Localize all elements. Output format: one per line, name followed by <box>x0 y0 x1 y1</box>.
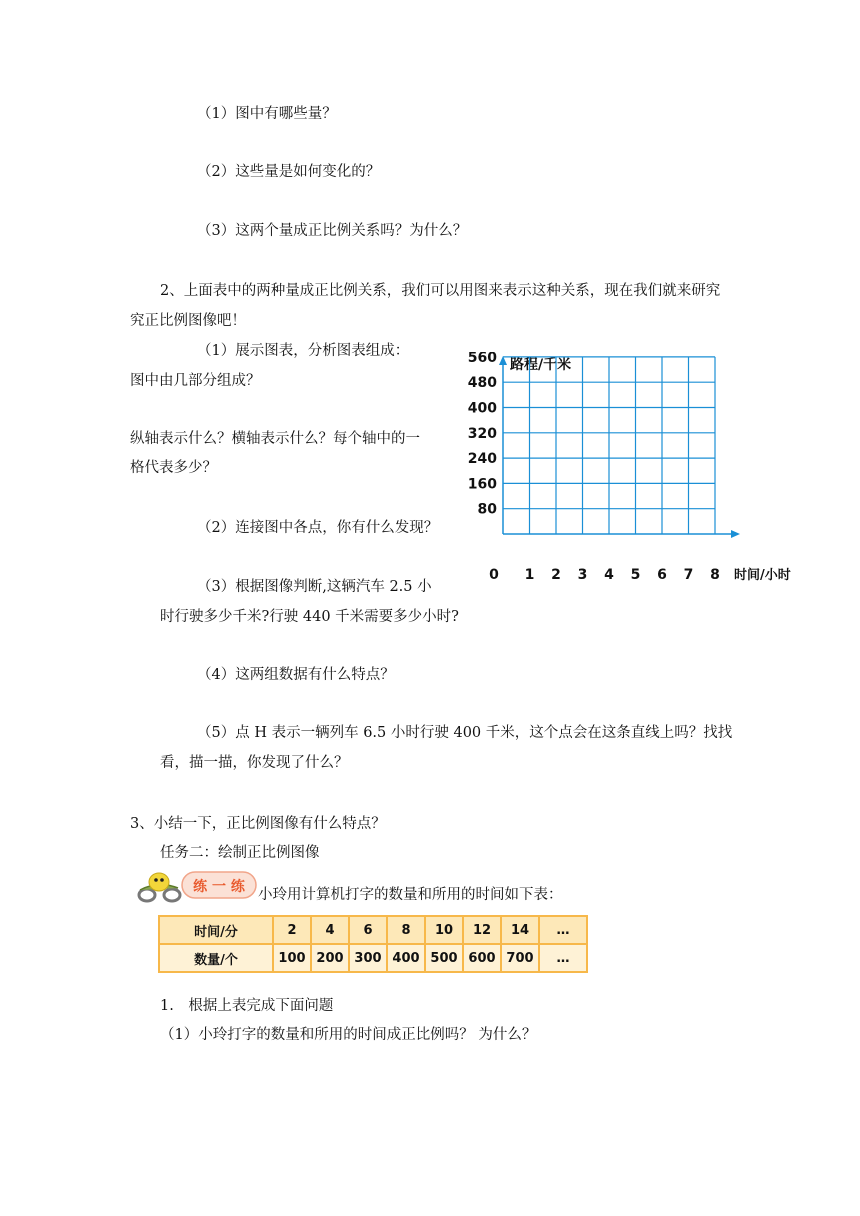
question-2: （2）这些量是如何变化的？ <box>197 164 381 180</box>
x-tick-label: 6 <box>657 567 667 583</box>
point-4: （4）这两组数据有什么特点？ <box>197 667 395 683</box>
point-3-line-2: 时行驶多少千米?行驶 440 千米需要多少小时? <box>160 609 459 625</box>
y-tick-labels <box>468 352 497 518</box>
x-tick-label: 1 <box>524 567 535 583</box>
table-cell: 300 <box>349 944 387 972</box>
item-1-question-1: （1）小玲打字的数量和所用的时间成正比例吗？ 为什么？ <box>160 1027 537 1043</box>
table-cell: 200 <box>311 944 349 972</box>
y-tick-label: 480 <box>467 375 497 392</box>
table-cell: 400 <box>387 944 425 972</box>
x-tick-label: 2 <box>551 567 561 583</box>
y-tick-label: 160 <box>467 476 497 493</box>
point-3-line-1: （3）根据图像判断,这辆汽车 2.5 小 <box>197 579 432 595</box>
section-2-line-2: 究正比例图像吧！ <box>130 313 246 329</box>
chart-axes <box>499 356 740 538</box>
table-cell: 6 <box>349 916 387 944</box>
table-cell: 8 <box>387 916 425 944</box>
practice-intro: 小玲用计算机打字的数量和所用的时间如下表： <box>258 887 563 903</box>
point-1a: 图中由几部分组成？ <box>130 373 261 389</box>
practice-badge <box>130 868 260 904</box>
y-tick-label: 80 <box>477 501 497 518</box>
point-1: （1）展示图表，分析图表组成： <box>197 343 410 359</box>
section-2-line-1: 2、上面表中的两种量成正比例关系，我们可以用图来表示这种关系，现在我们就来研究 <box>160 283 721 299</box>
x-axis-arrow <box>731 530 740 538</box>
x-tick-label: 8 <box>710 567 720 583</box>
table-cell: 14 <box>501 916 539 944</box>
question-3: （3）这两个量成正比例关系吗？为什么？ <box>197 223 468 239</box>
practice-badge-label: 练 一 练 <box>193 879 245 895</box>
table-cell: … <box>539 944 587 972</box>
y-tick-label: 400 <box>467 400 497 417</box>
y-tick-label: 560 <box>467 352 497 366</box>
typing-data-table <box>158 915 588 973</box>
row-header-count: 数量/个 <box>159 944 273 972</box>
x-tick-label: 3 <box>577 567 588 583</box>
row-header-time: 时间/分 <box>159 916 273 944</box>
table-cell: 600 <box>463 944 501 972</box>
lemon-bike-icon <box>139 873 180 901</box>
table-cell: 10 <box>425 916 463 944</box>
y-tick-label: 240 <box>467 451 497 468</box>
table-cell: 2 <box>273 916 311 944</box>
x-tick-label: 0 <box>489 567 499 583</box>
y-tick-label: 320 <box>467 425 497 442</box>
point-5-line-2: 看，描一描，你发现了什么？ <box>160 755 349 771</box>
x-axis-label: 时间/小时 <box>734 568 791 583</box>
item-1: 1. 根据上表完成下面问题 <box>160 998 334 1014</box>
point-1b-line-1: 纵轴表示什么？横轴表示什么？每个轴中的一 <box>130 431 420 447</box>
distance-time-chart <box>460 352 805 584</box>
table-cell: 100 <box>273 944 311 972</box>
table-cell: 12 <box>463 916 501 944</box>
point-1b-line-2: 格代表多少？ <box>130 460 217 476</box>
section-3: 3、小结一下，正比例图像有什么特点？ <box>130 816 386 832</box>
x-tick-label: 4 <box>604 567 614 583</box>
task-2-heading: 任务二：绘制正比例图像 <box>160 845 320 861</box>
question-1: （1）图中有哪些量？ <box>197 106 337 122</box>
point-5-line-1: （5）点 H 表示一辆列车 6.5 小时行驶 400 千米，这个点会在这条直线上吗？找找 <box>197 725 733 741</box>
x-tick-label: 5 <box>630 567 641 583</box>
table-row-count <box>159 944 587 972</box>
table-cell: 4 <box>311 916 349 944</box>
y-axis-label: 路程/千米 <box>510 357 572 373</box>
x-tick-labels <box>489 567 720 583</box>
table-cell: 500 <box>425 944 463 972</box>
table-row-time <box>159 916 587 944</box>
table-cell: 700 <box>501 944 539 972</box>
point-2: （2）连接图中各点，你有什么发现？ <box>197 520 439 536</box>
x-tick-label: 7 <box>683 567 694 583</box>
table-cell: … <box>539 916 587 944</box>
chart-grid <box>503 357 715 534</box>
